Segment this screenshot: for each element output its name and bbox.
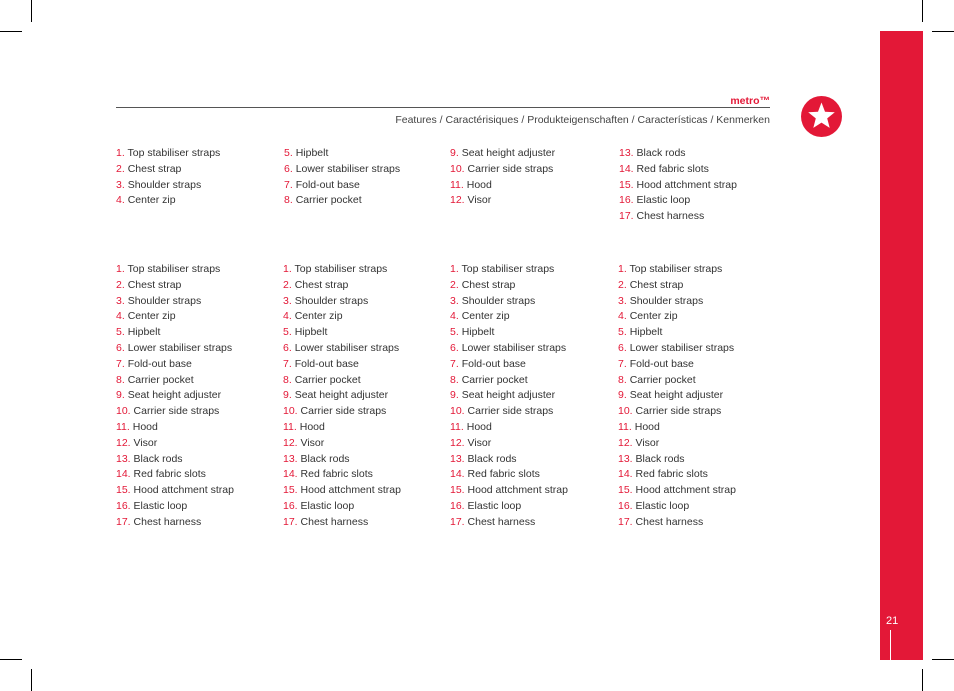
feature-number: 16. (618, 499, 633, 512)
feature-item (619, 209, 737, 225)
features-heading: Features / Caractérisiques / Produkteigenschaften / Características / Kenmerken (395, 114, 770, 126)
feature-item (450, 146, 555, 162)
feature-number: 13. (283, 452, 298, 465)
feature-number: 11. (450, 178, 464, 191)
feature-label: Black rods (635, 452, 685, 465)
feature-label: Hipbelt (295, 147, 329, 159)
feature-label: Center zip (629, 310, 678, 323)
feature-label: Elastic loop (467, 499, 522, 512)
feature-number: 8. (618, 373, 627, 386)
feature-item (284, 193, 400, 209)
feature-label: Hipbelt (294, 326, 328, 339)
feature-label: Carrier pocket (294, 373, 361, 386)
feature-item (618, 325, 736, 341)
feature-number: 9. (116, 389, 125, 402)
feature-number: 5. (450, 326, 459, 339)
feature-item (450, 499, 568, 515)
feature-number: 16. (283, 499, 298, 512)
feature-number: 1. (283, 263, 292, 275)
feature-item (116, 262, 234, 278)
feature-number: 4. (618, 310, 627, 323)
feature-number: 10. (450, 405, 465, 418)
feature-item (619, 146, 737, 162)
feature-label: Seat height adjuster (461, 389, 556, 402)
feature-number: 3. (283, 294, 292, 307)
feature-label: Hood attchment strap (133, 484, 234, 497)
feature-item (450, 404, 568, 420)
crop-mark (922, 669, 923, 691)
feature-item (618, 357, 736, 373)
feature-label: Hood attchment strap (636, 178, 737, 191)
feature-item (283, 373, 401, 389)
feature-label: Chest harness (300, 515, 369, 528)
feature-label: Black rods (133, 452, 183, 465)
feature-number: 11. (450, 420, 464, 433)
feature-label: Red fabric slots (300, 468, 373, 481)
feature-item (116, 452, 234, 468)
feature-label: Fold-out base (294, 357, 359, 370)
feature-item (116, 467, 234, 483)
feature-item (283, 294, 401, 310)
feature-label: Chest strap (294, 278, 349, 291)
feature-label: Seat height adjuster (294, 389, 389, 402)
feature-item (116, 178, 220, 194)
feature-label: Carrier side straps (467, 162, 554, 175)
feature-number: 3. (116, 294, 125, 307)
feature-item (284, 178, 400, 194)
feature-number: 13. (619, 147, 634, 159)
feature-label: Elastic loop (636, 194, 691, 207)
feature-label: Fold-out base (295, 178, 360, 191)
feature-number: 14. (116, 468, 131, 481)
feature-label: Shoulder straps (127, 294, 202, 307)
feature-number: 15. (116, 484, 131, 497)
feature-number: 17. (618, 515, 633, 528)
feature-item (116, 420, 234, 436)
features-list (618, 262, 736, 531)
feature-label: Elastic loop (133, 499, 188, 512)
feature-label: Hood attchment strap (635, 484, 736, 497)
feature-label: Shoulder straps (294, 294, 369, 307)
feature-number: 6. (283, 341, 292, 354)
feature-item (283, 278, 401, 294)
feature-label: Fold-out base (629, 357, 694, 370)
feature-label: Shoulder straps (461, 294, 536, 307)
feature-label: Red fabric slots (467, 468, 540, 481)
feature-number: 8. (450, 373, 459, 386)
feature-number: 12. (618, 436, 633, 449)
feature-item (450, 162, 555, 178)
crop-mark (922, 0, 923, 22)
feature-item (618, 499, 736, 515)
feature-item (450, 262, 568, 278)
feature-item (116, 388, 234, 404)
feature-item (619, 193, 737, 209)
feature-number: 15. (450, 484, 465, 497)
feature-number: 6. (450, 341, 459, 354)
feature-label: Hipbelt (629, 326, 663, 339)
feature-number: 10. (116, 405, 131, 418)
feature-item (283, 452, 401, 468)
feature-item (618, 262, 736, 278)
header-rule (116, 107, 770, 108)
feature-number: 4. (283, 310, 292, 323)
feature-number: 4. (116, 310, 125, 323)
feature-item (283, 404, 401, 420)
feature-item (116, 373, 234, 389)
feature-item (619, 162, 737, 178)
feature-label: Lower stabiliser straps (294, 341, 400, 354)
feature-label: Top stabiliser straps (294, 263, 388, 275)
feature-label: Black rods (636, 147, 686, 159)
features-column (284, 146, 400, 209)
feature-number: 1. (618, 263, 627, 275)
feature-label: Visor (133, 436, 158, 449)
feature-number: 11. (116, 420, 130, 433)
features-list (283, 262, 401, 531)
feature-item (116, 357, 234, 373)
feature-item (450, 278, 568, 294)
feature-item (618, 341, 736, 357)
feature-label: Carrier pocket (127, 373, 194, 386)
features-list (116, 262, 234, 531)
feature-label: Fold-out base (461, 357, 526, 370)
feature-item (283, 515, 401, 531)
brand-title: metro™ (730, 95, 770, 107)
feature-item (116, 341, 234, 357)
feature-item (618, 452, 736, 468)
feature-label: Center zip (294, 310, 343, 323)
feature-label: Hipbelt (461, 326, 495, 339)
feature-number: 16. (619, 194, 634, 207)
feature-item (450, 373, 568, 389)
feature-label: Red fabric slots (636, 162, 709, 175)
feature-label: Carrier side straps (300, 405, 387, 418)
feature-item (450, 357, 568, 373)
features-list (450, 262, 568, 531)
feature-item (283, 467, 401, 483)
feature-item (618, 467, 736, 483)
feature-label: Red fabric slots (133, 468, 206, 481)
feature-item (450, 325, 568, 341)
feature-item (450, 467, 568, 483)
feature-number: 17. (283, 515, 298, 528)
crop-mark (932, 31, 954, 32)
crop-mark (932, 659, 954, 660)
feature-label: Chest harness (636, 210, 705, 223)
feature-item (116, 515, 234, 531)
feature-label: Hood (466, 178, 492, 191)
feature-number: 7. (283, 357, 292, 370)
feature-label: Center zip (127, 310, 176, 323)
feature-number: 7. (284, 178, 293, 191)
feature-number: 11. (618, 420, 632, 433)
feature-item (283, 262, 401, 278)
feature-item (283, 483, 401, 499)
feature-label: Hood attchment strap (300, 484, 401, 497)
feature-number: 12. (450, 194, 465, 207)
feature-label: Elastic loop (300, 499, 355, 512)
feature-item (618, 294, 736, 310)
feature-item (618, 436, 736, 452)
feature-label: Lower stabiliser straps (629, 341, 735, 354)
feature-number: 8. (284, 194, 293, 207)
feature-number: 5. (283, 326, 292, 339)
feature-label: Black rods (300, 452, 350, 465)
feature-number: 9. (283, 389, 292, 402)
feature-number: 14. (283, 468, 298, 481)
side-bar (880, 31, 923, 660)
feature-item (618, 309, 736, 325)
feature-number: 4. (450, 310, 459, 323)
feature-item (450, 515, 568, 531)
feature-label: Carrier side straps (635, 405, 722, 418)
feature-number: 10. (283, 405, 298, 418)
feature-label: Elastic loop (635, 499, 690, 512)
feature-item (283, 499, 401, 515)
feature-number: 8. (116, 373, 125, 386)
feature-item (450, 309, 568, 325)
crop-mark (0, 31, 22, 32)
feature-label: Black rods (467, 452, 517, 465)
feature-item (618, 404, 736, 420)
feature-item (618, 515, 736, 531)
feature-item (450, 294, 568, 310)
feature-label: Seat height adjuster (629, 389, 724, 402)
feature-item (116, 325, 234, 341)
feature-item (450, 420, 568, 436)
feature-number: 11. (283, 420, 297, 433)
feature-label: Hipbelt (127, 326, 161, 339)
feature-item (619, 178, 737, 194)
feature-label: Visor (300, 436, 325, 449)
feature-number: 7. (116, 357, 125, 370)
feature-number: 15. (283, 484, 298, 497)
feature-number: 15. (619, 178, 634, 191)
feature-item (450, 388, 568, 404)
feature-number: 2. (116, 162, 125, 175)
feature-label: Center zip (127, 194, 176, 207)
feature-item (618, 373, 736, 389)
features-column (116, 146, 220, 209)
feature-number: 6. (618, 341, 627, 354)
feature-label: Hood (466, 420, 492, 433)
feature-number: 7. (450, 357, 459, 370)
star-icon (801, 96, 842, 137)
feature-number: 1. (116, 147, 125, 159)
feature-label: Chest strap (629, 278, 684, 291)
feature-label: Red fabric slots (635, 468, 708, 481)
feature-number: 9. (450, 147, 459, 159)
feature-item (618, 278, 736, 294)
feature-number: 2. (618, 278, 627, 291)
feature-number: 9. (450, 389, 459, 402)
feature-number: 12. (116, 436, 131, 449)
feature-label: Top stabiliser straps (629, 263, 723, 275)
feature-item (450, 436, 568, 452)
feature-label: Carrier side straps (133, 405, 220, 418)
feature-label: Chest harness (635, 515, 704, 528)
feature-label: Seat height adjuster (127, 389, 222, 402)
feature-item (116, 193, 220, 209)
crop-mark (31, 0, 32, 22)
feature-label: Hood (634, 420, 660, 433)
feature-item (283, 436, 401, 452)
feature-number: 1. (450, 263, 459, 275)
feature-label: Seat height adjuster (461, 147, 556, 159)
feature-item (283, 420, 401, 436)
feature-item (618, 483, 736, 499)
feature-item (283, 341, 401, 357)
feature-item (116, 146, 220, 162)
feature-number: 5. (618, 326, 627, 339)
feature-label: Chest strap (127, 278, 182, 291)
feature-item (450, 341, 568, 357)
feature-item (116, 483, 234, 499)
feature-number: 5. (116, 326, 125, 339)
feature-number: 1. (116, 263, 125, 275)
feature-number: 4. (116, 194, 125, 207)
feature-item (450, 452, 568, 468)
feature-item (450, 193, 555, 209)
feature-number: 3. (450, 294, 459, 307)
feature-number: 14. (619, 162, 634, 175)
feature-item (284, 146, 400, 162)
feature-number: 17. (619, 210, 634, 223)
feature-item (116, 294, 234, 310)
feature-number: 10. (618, 405, 633, 418)
feature-item (116, 309, 234, 325)
feature-number: 16. (116, 499, 131, 512)
feature-number: 5. (284, 147, 293, 159)
feature-number: 7. (618, 357, 627, 370)
feature-label: Carrier pocket (461, 373, 528, 386)
feature-label: Visor (635, 436, 660, 449)
feature-number: 2. (116, 278, 125, 291)
feature-label: Carrier pocket (295, 194, 362, 207)
feature-number: 17. (450, 515, 465, 528)
feature-label: Lower stabiliser straps (127, 341, 233, 354)
feature-label: Shoulder straps (629, 294, 704, 307)
feature-label: Top stabiliser straps (127, 263, 221, 275)
feature-item (283, 357, 401, 373)
feature-label: Carrier side straps (467, 405, 554, 418)
feature-label: Hood (132, 420, 158, 433)
feature-number: 16. (450, 499, 465, 512)
feature-item (618, 420, 736, 436)
crop-mark (0, 659, 22, 660)
feature-item (283, 309, 401, 325)
features-column (450, 146, 555, 209)
feature-number: 10. (450, 162, 465, 175)
feature-item (284, 162, 400, 178)
feature-number: 13. (618, 452, 633, 465)
feature-number: 15. (618, 484, 633, 497)
feature-label: Fold-out base (127, 357, 192, 370)
feature-label: Visor (467, 194, 492, 207)
feature-label: Chest harness (133, 515, 202, 528)
feature-number: 2. (450, 278, 459, 291)
page-number: 21 (886, 615, 899, 627)
feature-item (618, 388, 736, 404)
feature-number: 14. (450, 468, 465, 481)
feature-item (116, 162, 220, 178)
feature-number: 6. (116, 341, 125, 354)
feature-number: 2. (283, 278, 292, 291)
feature-item (116, 499, 234, 515)
feature-item (116, 404, 234, 420)
feature-label: Lower stabiliser straps (295, 162, 401, 175)
feature-label: Center zip (461, 310, 510, 323)
feature-number: 6. (284, 162, 293, 175)
features-column (619, 146, 737, 225)
feature-label: Carrier pocket (629, 373, 696, 386)
feature-label: Top stabiliser straps (461, 263, 555, 275)
feature-label: Chest strap (461, 278, 516, 291)
feature-label: Hood attchment strap (467, 484, 568, 497)
page-number-rule (890, 630, 891, 660)
feature-number: 3. (116, 178, 125, 191)
feature-label: Chest strap (127, 162, 182, 175)
feature-label: Visor (467, 436, 492, 449)
feature-item (116, 436, 234, 452)
feature-number: 12. (450, 436, 465, 449)
feature-number: 12. (283, 436, 298, 449)
feature-label: Shoulder straps (127, 178, 202, 191)
feature-item (116, 278, 234, 294)
feature-number: 17. (116, 515, 131, 528)
feature-item (283, 325, 401, 341)
feature-label: Lower stabiliser straps (461, 341, 567, 354)
feature-label: Hood (299, 420, 325, 433)
feature-number: 3. (618, 294, 627, 307)
feature-label: Chest harness (467, 515, 536, 528)
feature-number: 9. (618, 389, 627, 402)
feature-number: 8. (283, 373, 292, 386)
feature-label: Top stabiliser straps (127, 147, 221, 159)
feature-item (450, 483, 568, 499)
feature-item (283, 388, 401, 404)
feature-number: 14. (618, 468, 633, 481)
feature-number: 13. (116, 452, 131, 465)
feature-number: 13. (450, 452, 465, 465)
feature-item (450, 178, 555, 194)
crop-mark (31, 669, 32, 691)
